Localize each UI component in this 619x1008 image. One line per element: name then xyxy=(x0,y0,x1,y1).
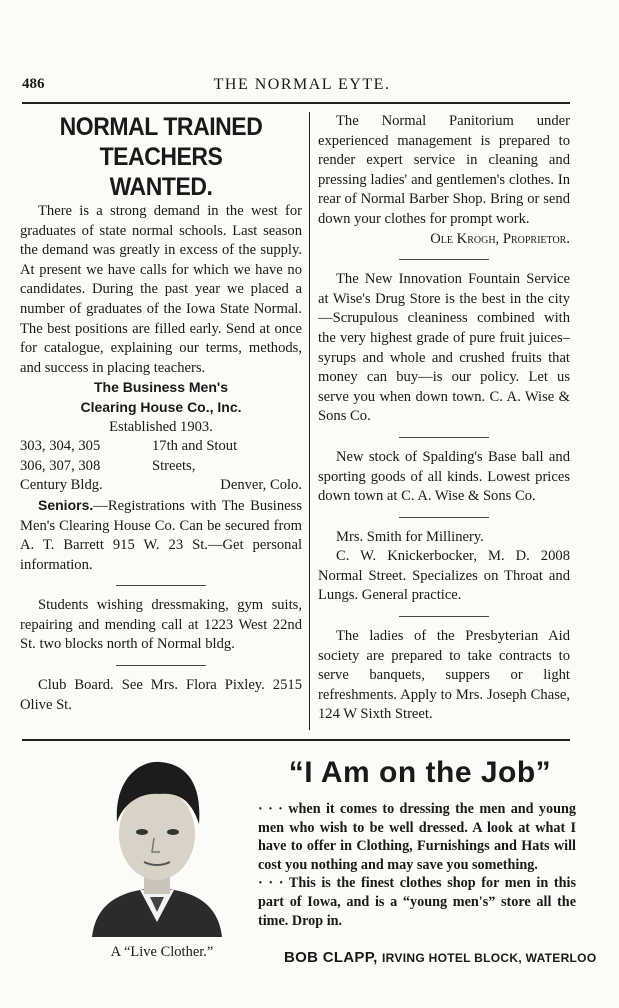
address-row xyxy=(20,437,302,457)
divider xyxy=(399,616,489,617)
dressmaking-notice: Students wishing dressmaking, gym suits, repairing and mending call at 1223 West 22nd St. two blocks north of Normal bldg. xyxy=(20,597,302,653)
photo-caption: A “Live Clother.” xyxy=(110,944,214,960)
header-rule xyxy=(22,102,570,104)
seniors-label: Seniors. xyxy=(38,496,94,513)
merchant-location: IRVING HOTEL BLOCK, WATERLOO xyxy=(382,951,597,965)
club-board-notice: Club Board. See Mrs. Flora Pixley. 2515 Olive St. xyxy=(20,677,302,713)
spalding-notice: New stock of Spalding's Base ball and sporting goods of all kinds. Lowest prices down town at C. A. Wise & Sons Co. xyxy=(318,448,570,505)
portrait-photo xyxy=(62,752,252,937)
ad-body xyxy=(258,800,576,930)
teachers-wanted-headline-line2: WANTED. xyxy=(109,173,213,201)
teachers-wanted-headline-line1: NORMAL TRAINED TEACHERS xyxy=(59,113,263,171)
address-right: 17th and Stout xyxy=(152,438,238,455)
address-left: 303, 304, 305 xyxy=(20,438,101,455)
address-left: Century Bldg. xyxy=(20,477,103,494)
left-column xyxy=(20,112,302,715)
divider xyxy=(399,259,489,260)
address-row xyxy=(20,476,302,496)
running-title: THE NORMAL EYTE. xyxy=(213,76,391,93)
ad-title: “I Am on the Job” xyxy=(288,756,552,789)
address-right: Streets, xyxy=(152,457,196,474)
established-line: Established 1903. xyxy=(109,418,213,435)
clothing-advertisement xyxy=(22,742,597,992)
seniors-text: —Registrations with The Business Men's Clearing House Co. Can be secured from A. T. Barrett 915 W. 23 St.—Get personal information. xyxy=(20,497,302,573)
address-right: Denver, Colo. xyxy=(220,477,302,494)
right-column xyxy=(318,112,570,725)
ad-paragraph-1: · · · when it comes to dressing the men and young men who wish to be well dressed. A look at what I have to offer in Clothing, Furnishings and Hats will cost you nothing and may save you something. xyxy=(258,801,576,873)
millinery-notice: Mrs. Smith for Millinery. xyxy=(336,528,484,545)
page-header xyxy=(22,76,582,100)
divider xyxy=(399,437,489,438)
panitorium-notice: The Normal Panitorium under experienced management is prepared to render expert service in cleaning and pressing ladies' and gentlemen's clothes. In rear of Normal Barber Shop. Bring or send down your clothes for prompt work. xyxy=(318,113,570,227)
company-name-line1: The Business Men's xyxy=(93,379,229,396)
divider xyxy=(399,517,489,518)
address-row xyxy=(20,457,302,477)
divider xyxy=(116,665,206,666)
knickerbocker-notice: C. W. Knickerbocker, M. D. 2008 Normal Street. Specializes on Throat and Lungs. General practice. xyxy=(318,548,570,604)
address-left: 306, 307, 308 xyxy=(20,457,101,474)
company-name-line2: Clearing House Co., Inc. xyxy=(80,398,242,415)
teachers-wanted-body: There is a strong demand in the west for graduates of state normal schools. Last season the demand was greatly in excess of the supply. At present we have calls for which we have no candidates. During the past year we placed a number of graduates of the Iowa State Normal. The best positions are filled early. Send at once for catalogue, explaining our terms, methods, and success in placing teachers. xyxy=(20,203,302,376)
panitorium-signature: Ole Krogh, Proprietor. xyxy=(430,230,570,247)
ad-top-rule xyxy=(22,739,570,741)
presbyterian-notice: The ladies of the Presbyterian Aid society are prepared to take contracts to serve banquets, suppers or light refreshments. Apply to Mrs. Joseph Chase, 124 W Sixth Street. xyxy=(318,628,570,723)
ad-paragraph-2: · · · This is the finest clothes shop for men in this part of Iowa, and is a “young men's” store all the time. Drop in. xyxy=(258,875,576,929)
seniors-notice xyxy=(20,496,302,575)
fountain-notice: The New Innovation Fountain Service at Wise's Drug Store is the best in the city—Scrupulous cleaniness combined with the very highest grade of pure fruit juices–syrups and whole and crushed fruits that money can buy—is our policy. Let us serve you when down town. C. A. Wise & Sons Co. xyxy=(318,271,570,425)
divider xyxy=(116,585,206,586)
merchant-name: BOB CLAPP, xyxy=(284,949,378,966)
column-divider xyxy=(309,112,310,730)
page-number: 486 xyxy=(22,76,45,92)
ad-footer xyxy=(284,949,597,966)
